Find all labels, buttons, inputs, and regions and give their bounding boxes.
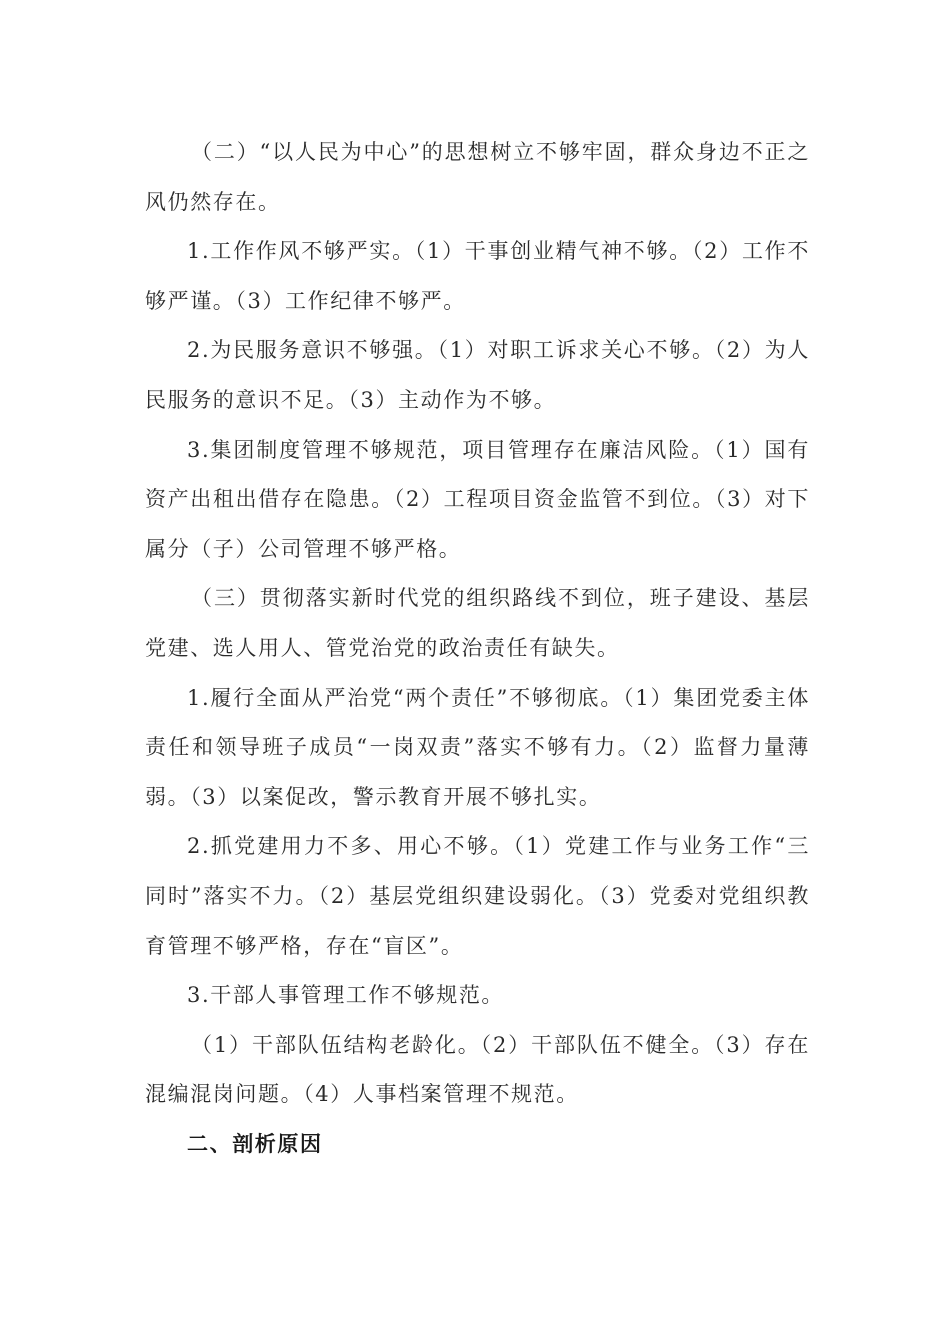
section-heading: 二、剖析原因 (187, 1131, 323, 1156)
paragraph-item-3: 3.集团制度管理不够规范，项目管理存在廉洁风险。（1）国有资产出租出借存在隐患。（2）工程项目资金监管不到位。（3）对下属分（子）公司管理不够严格。 (145, 437, 810, 561)
paragraph-item-2: 2.为民服务意识不够强。（1）对职工诉求关心不够。（2）为人民服务的意识不足。（3）主动作为不够。 (145, 338, 810, 412)
section-subheading-2: （二）“以人民为中心”的思想树立不够牢固，群众身边不正之风仍然存在。 (145, 140, 810, 214)
document-body (145, 128, 810, 1169)
paragraph-item-3b-detail: （1）干部队伍结构老龄化。（2）干部队伍不健全。（3）存在混编混岗问题。（4）人事档案管理不规范。 (145, 1032, 810, 1107)
section-subheading-3: （三）贯彻落实新时代党的组织路线不到位，班子建设、基层党建、选人用人、管党治党的政治责任有缺失。 (145, 586, 810, 660)
paragraph-item-3b: 3.干部人事管理工作不够规范。 (187, 983, 505, 1008)
paragraph-item-1: 1.工作作风不够严实。（1）干事创业精气神不够。（2）工作不够严谨。（3）工作纪律不够严。 (145, 239, 810, 313)
paragraph-item-1b: 1.履行全面从严治党“两个责任”不够彻底。（1）集团党委主体责任和领导班子成员“一岗双责”落实不够有力。（2）监督力量薄弱。（3）以案促改，警示教育开展不够扎实。 (145, 685, 810, 809)
paragraph-item-2b: 2.抓党建用力不多、用心不够。（1）党建工作与业务工作“三同时”落实不力。（2）基层党组织建设弱化。（3）党委对党组织教育管理不够严格，存在“盲区”。 (145, 834, 810, 958)
